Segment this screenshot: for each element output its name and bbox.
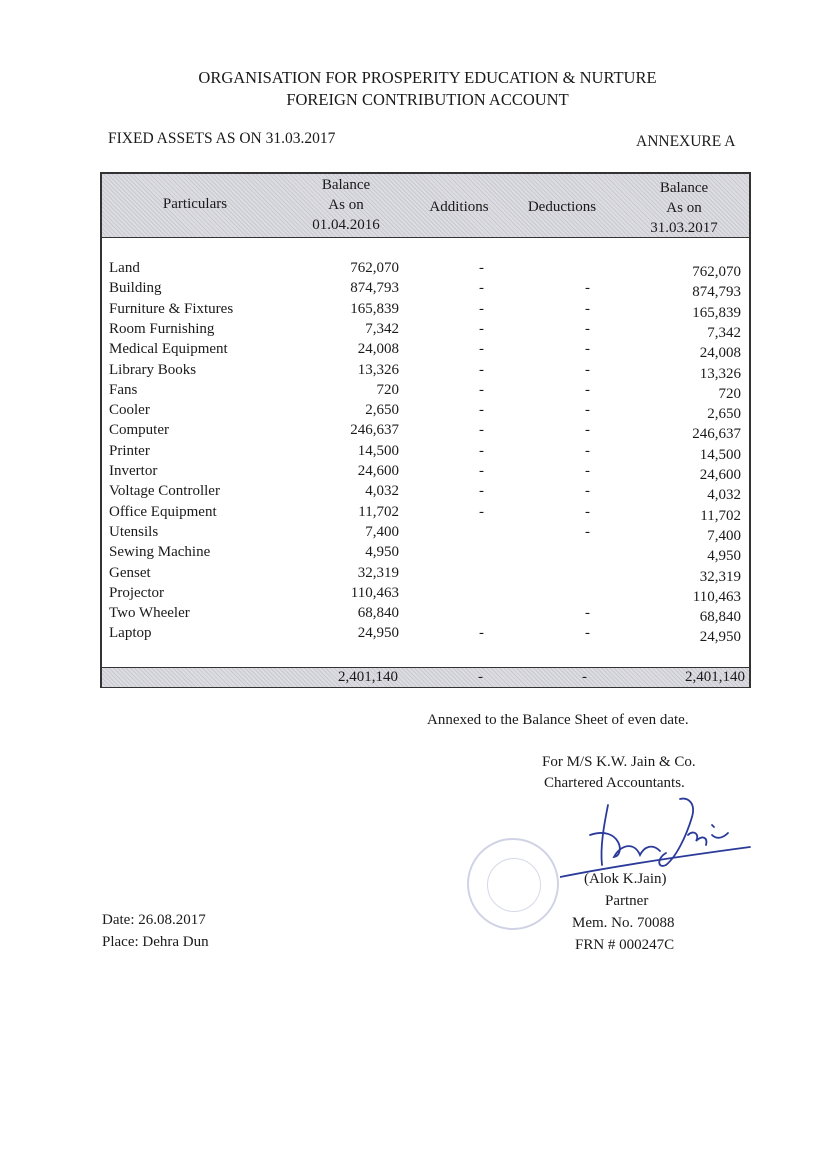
opening-balance: 24,950 xyxy=(357,625,399,642)
header-opening-balance: Balance As on 01.04.2016 xyxy=(312,177,380,233)
opening-balance: 4,032 xyxy=(365,483,399,500)
deductions-value: - xyxy=(585,422,590,439)
signatory-name: (Alok K.Jain) xyxy=(584,871,667,887)
asset-name: Building xyxy=(109,280,162,297)
table-row xyxy=(109,441,749,461)
opening-balance: 2,650 xyxy=(365,402,399,419)
total-closing: 2,401,140 xyxy=(685,669,745,685)
table-row xyxy=(109,522,749,542)
opening-balance: 68,840 xyxy=(357,605,399,622)
additions-value: - xyxy=(479,483,484,500)
closing-balance: 4,950 xyxy=(707,548,741,565)
table-row xyxy=(109,502,749,522)
table-row xyxy=(109,299,749,319)
closing-balance: 4,032 xyxy=(707,487,741,504)
asset-name: Library Books xyxy=(109,361,197,378)
additions-value: - xyxy=(479,442,484,459)
table-row xyxy=(109,278,749,301)
account-title: FOREIGN CONTRIBUTION ACCOUNT xyxy=(286,90,569,109)
frn-number: FRN # 000247C xyxy=(575,937,675,953)
asset-name: Room Furnishing xyxy=(109,320,215,337)
table-row xyxy=(109,339,749,362)
additions-value: - xyxy=(479,361,484,378)
deductions-value: - xyxy=(585,463,590,479)
signatory-designation: Partner xyxy=(605,893,649,909)
asset-name: Land xyxy=(109,260,140,276)
closing-balance: 7,342 xyxy=(707,324,741,341)
total-additions: - xyxy=(478,669,483,685)
total-deductions: - xyxy=(582,669,587,685)
additions-value: - xyxy=(479,320,484,337)
deductions-value: - xyxy=(585,442,590,459)
header-particulars: Particulars xyxy=(162,196,228,212)
asset-name: Sewing Machine xyxy=(109,544,211,561)
closing-balance: 7,400 xyxy=(707,527,741,544)
header-deductions: Deductions xyxy=(527,199,597,215)
deductions-value: - xyxy=(585,625,590,642)
table-row xyxy=(109,583,749,603)
table-row xyxy=(109,258,749,278)
opening-balance: 11,702 xyxy=(358,503,399,520)
report-place: Place: Dehra Dun xyxy=(102,934,209,950)
additions-value: - xyxy=(479,341,484,358)
closing-balance: 11,702 xyxy=(700,507,741,524)
table-row xyxy=(109,420,749,443)
firm-seal-stamp xyxy=(467,838,559,930)
additions-value: - xyxy=(479,300,484,317)
opening-balance: 762,070 xyxy=(350,260,399,276)
opening-balance: 720 xyxy=(376,381,399,398)
opening-balance: 7,400 xyxy=(365,523,399,540)
opening-balance: 874,793 xyxy=(350,280,399,297)
additions-value: - xyxy=(479,260,484,276)
additions-value: - xyxy=(479,402,484,419)
asset-name: Office Equipment xyxy=(109,503,217,520)
asset-name: Two Wheeler xyxy=(109,605,190,622)
closing-balance: 14,500 xyxy=(699,446,741,463)
opening-balance: 32,319 xyxy=(357,564,399,581)
closing-balance: 24,950 xyxy=(699,629,741,646)
opening-balance: 7,342 xyxy=(365,320,399,337)
opening-balance: 165,839 xyxy=(350,300,399,317)
deductions-value: - xyxy=(585,381,590,398)
opening-balance: 246,637 xyxy=(350,422,399,439)
asset-name: Projector xyxy=(109,584,164,601)
table-row xyxy=(109,461,749,481)
additions-value: - xyxy=(479,625,484,642)
fixed-assets-subtitle: FIXED ASSETS AS ON 31.03.2017 xyxy=(108,130,336,147)
closing-balance: 874,793 xyxy=(692,284,741,301)
asset-name: Printer xyxy=(109,442,150,459)
asset-name: Utensils xyxy=(109,523,159,540)
opening-balance: 24,008 xyxy=(357,341,399,358)
opening-balance: 14,500 xyxy=(357,442,399,459)
deductions-value: - xyxy=(585,341,590,358)
deductions-value: - xyxy=(585,402,590,419)
asset-name: Furniture & Fixtures xyxy=(109,300,234,317)
deductions-value: - xyxy=(585,503,590,520)
closing-balance: 68,840 xyxy=(699,609,741,626)
opening-balance: 13,326 xyxy=(357,361,399,378)
deductions-value: - xyxy=(585,523,590,540)
deductions-value: - xyxy=(585,361,590,378)
opening-balance: 4,950 xyxy=(365,544,399,561)
asset-name: Cooler xyxy=(109,402,150,419)
table-row xyxy=(109,542,749,565)
additions-value: - xyxy=(479,463,484,479)
firm-name: For M/S K.W. Jain & Co. xyxy=(542,754,696,770)
table-row xyxy=(109,319,749,339)
deductions-value: - xyxy=(585,280,590,297)
membership-number: Mem. No. 70088 xyxy=(572,915,675,931)
closing-balance: 13,326 xyxy=(699,365,741,382)
annexure-label: ANNEXURE A xyxy=(636,133,736,150)
report-date: Date: 26.08.2017 xyxy=(102,912,206,928)
organisation-title: ORGANISATION FOR PROSPERITY EDUCATION & NURTURE xyxy=(198,68,657,87)
table-row xyxy=(109,603,749,626)
closing-balance: 24,600 xyxy=(699,467,741,483)
additions-value: - xyxy=(479,422,484,439)
deductions-value: - xyxy=(585,300,590,317)
asset-name: Laptop xyxy=(109,625,152,642)
closing-balance: 24,008 xyxy=(699,345,741,362)
additions-value: - xyxy=(479,503,484,520)
closing-balance: 246,637 xyxy=(692,426,741,443)
deductions-value: - xyxy=(585,483,590,500)
additions-value: - xyxy=(479,280,484,297)
closing-balance: 165,839 xyxy=(692,304,741,321)
table-row xyxy=(109,563,749,583)
opening-balance: 110,463 xyxy=(350,584,399,601)
asset-name: Computer xyxy=(109,422,169,439)
total-opening: 2,401,140 xyxy=(338,669,398,685)
additions-value: - xyxy=(479,381,484,398)
asset-name: Invertor xyxy=(109,463,158,479)
opening-balance: 24,600 xyxy=(357,463,399,479)
header-closing-balance: Balance As on 31.03.2017 xyxy=(650,180,718,236)
asset-name: Voltage Controller xyxy=(109,483,220,500)
deductions-value: - xyxy=(585,605,590,622)
asset-name: Genset xyxy=(109,564,151,581)
deductions-value: - xyxy=(585,320,590,337)
firm-type: Chartered Accountants. xyxy=(544,775,685,791)
closing-balance: 2,650 xyxy=(707,406,741,423)
table-row xyxy=(109,380,749,400)
asset-name: Medical Equipment xyxy=(109,341,228,358)
table-row xyxy=(109,481,749,504)
closing-balance: 32,319 xyxy=(699,568,741,585)
closing-balance: 110,463 xyxy=(692,588,741,605)
asset-name: Fans xyxy=(109,381,138,398)
table-row xyxy=(109,360,749,380)
table-row xyxy=(109,400,749,423)
closing-balance: 720 xyxy=(718,385,741,402)
annexed-note: Annexed to the Balance Sheet of even date. xyxy=(427,712,689,728)
closing-balance: 762,070 xyxy=(692,264,741,280)
header-additions: Additions xyxy=(429,199,489,215)
table-row xyxy=(109,623,749,646)
